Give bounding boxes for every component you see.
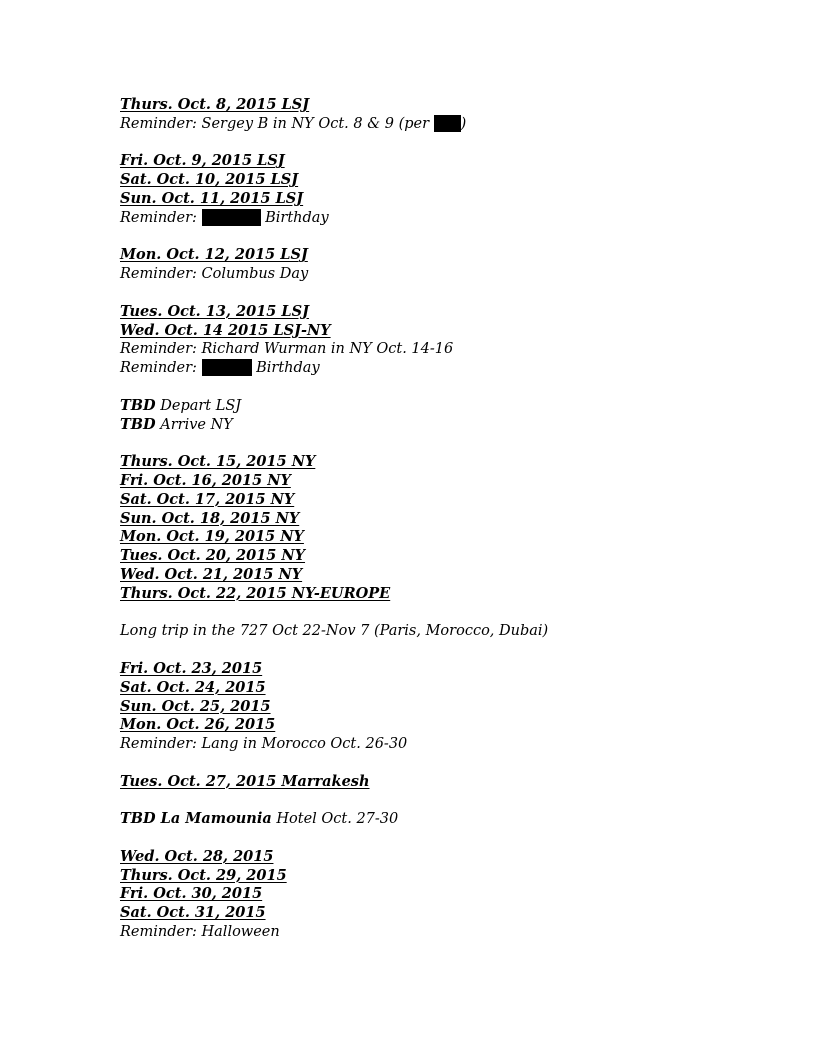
tbd-text: Depart LSJ — [155, 397, 242, 414]
date-heading: Sat. Oct. 31, 2015 — [120, 904, 266, 922]
reminder-line: Reminder: Richard Wurman in NY Oct. 14-16 — [120, 341, 454, 358]
date-heading: Sat. Oct. 17, 2015 NY — [120, 490, 295, 508]
reminder-line: Reminder: Lang in Morocco Oct. 26-30 — [120, 736, 408, 753]
reminder-text: Birthday — [251, 360, 320, 377]
date-heading: Tues. Oct. 13, 2015 LSJ — [120, 302, 309, 320]
spacer — [120, 604, 760, 623]
date-heading: Wed. Oct. 21, 2015 NY — [120, 565, 303, 583]
date-heading: Sat. Oct. 24, 2015 — [120, 678, 266, 696]
tbd-line — [120, 416, 760, 435]
spacer — [120, 284, 760, 303]
reminder-text: Reminder: — [120, 360, 202, 377]
spacer — [120, 434, 760, 453]
redaction-block — [434, 115, 461, 132]
spacer — [120, 378, 760, 397]
date-heading: Sat. Oct. 10, 2015 LSJ — [120, 171, 299, 189]
date-heading: Mon. Oct. 12, 2015 LSJ — [120, 246, 308, 264]
date-heading: Tues. Oct. 27, 2015 Marrakesh — [120, 772, 370, 790]
date-heading: Sun. Oct. 25, 2015 — [120, 697, 271, 715]
spacer — [120, 134, 760, 153]
spacer — [120, 791, 760, 810]
tbd-line — [120, 810, 760, 829]
reminder-text: Reminder: Sergey B in NY Oct. 8 & 9 (per — [120, 115, 434, 132]
date-heading: Wed. Oct. 28, 2015 — [120, 847, 274, 865]
redaction-block — [202, 359, 252, 376]
tbd-label: TBD — [120, 396, 156, 414]
reminder-text: ) — [460, 115, 467, 132]
date-heading: Fri. Oct. 23, 2015 — [120, 659, 263, 677]
date-heading: Thurs. Oct. 8, 2015 LSJ — [120, 96, 310, 113]
tbd-text: Hotel Oct. 27-30 — [271, 811, 399, 828]
tbd-line — [120, 397, 760, 416]
tbd-label: TBD La Mamounia — [120, 810, 272, 828]
date-heading: Tues. Oct. 20, 2015 NY — [120, 547, 306, 565]
date-heading: Thurs. Oct. 29, 2015 — [120, 866, 287, 884]
date-heading: Thurs. Oct. 22, 2015 NY-EUROPE — [120, 584, 391, 602]
reminder-line: Reminder: Halloween — [120, 924, 280, 941]
trip-note: Long trip in the 727 Oct 22-Nov 7 (Paris, Morocco, Dubai) — [120, 623, 549, 640]
redaction-block — [202, 209, 261, 226]
reminder-line — [120, 209, 760, 228]
spacer — [120, 754, 760, 773]
tbd-label: TBD — [120, 415, 156, 433]
tbd-text: Arrive NY — [155, 416, 233, 433]
itinerary-document — [120, 96, 760, 942]
reminder-text: Reminder: — [120, 209, 202, 226]
date-heading: Sun. Oct. 11, 2015 LSJ — [120, 189, 304, 207]
date-heading: Fri. Oct. 16, 2015 NY — [120, 471, 291, 489]
reminder-line — [120, 115, 760, 134]
date-heading: Fri. Oct. 9, 2015 LSJ — [120, 152, 285, 170]
date-heading: Wed. Oct. 14 2015 LSJ-NY — [120, 321, 331, 339]
date-heading: Thurs. Oct. 15, 2015 NY — [120, 453, 316, 471]
date-heading: Mon. Oct. 26, 2015 — [120, 716, 276, 734]
date-heading: Sun. Oct. 18, 2015 NY — [120, 509, 300, 527]
spacer — [120, 829, 760, 848]
reminder-line: Reminder: Columbus Day — [120, 266, 309, 283]
date-heading: Mon. Oct. 19, 2015 NY — [120, 528, 304, 546]
reminder-line — [120, 359, 760, 378]
spacer — [120, 641, 760, 660]
spacer — [120, 228, 760, 247]
date-heading: Fri. Oct. 30, 2015 — [120, 885, 263, 903]
reminder-text: Birthday — [260, 209, 329, 226]
